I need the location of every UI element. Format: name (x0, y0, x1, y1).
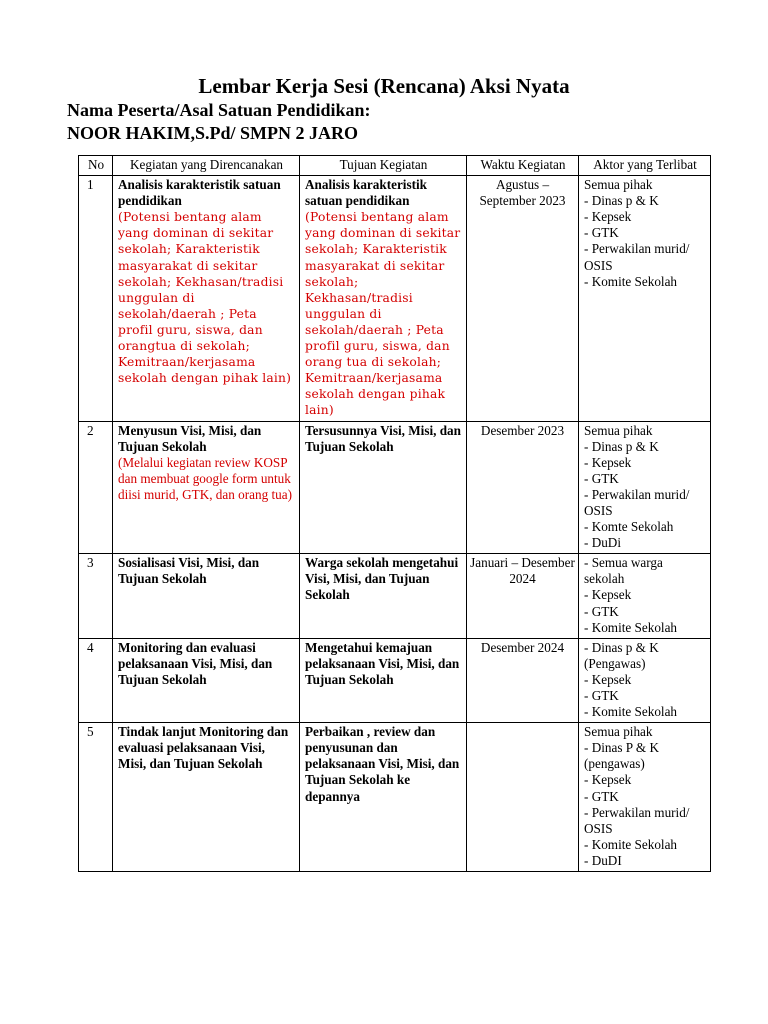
aktor-item: - GTK (584, 225, 619, 241)
aktor-item: - Dinas p & K (Pengawas) (584, 639, 659, 671)
aktor-item: - DuDI (584, 852, 622, 868)
tujuan-text: Warga sekolah mengetahui Visi, Misi, dan Tujuan Sekolah (305, 555, 459, 603)
aktor-item: - Dinas p & K (584, 438, 659, 454)
aktor-item: - Komte Sekolah (584, 519, 674, 535)
tujuan-text: Mengetahui kemajuan pelaksanaan Visi, Misi, dan Tujuan Sekolah (305, 639, 460, 687)
row-number: 3 (79, 554, 113, 638)
aktor-item: - Perwakilan murid/ OSIS (584, 241, 690, 273)
tujuan-cell (300, 638, 467, 722)
participant-name: NOOR HAKIM,S.Pd/ SMPN 2 JARO (67, 123, 359, 143)
kegiatan-cell (113, 421, 300, 554)
waktu-cell: Desember 2023 (467, 421, 579, 554)
header-kegiatan: Kegiatan yang Direncanakan (113, 156, 300, 176)
kegiatan-note: (Potensi bentang alam yang dominan di sekitar sekolah; Karakteristik masyarakat di sekitar sekolah; Kekhasan/tradisi unggulan di sekolah/daerah ; Peta profil guru, siswa, dan orangtua di sekolah; Kemitraan/kerjasama sekolah dengan pihak lain) (118, 210, 292, 386)
kegiatan-note: (Melalui kegiatan review KOSP dan membuat google form untuk diisi murid, GTK, dan orang tua) (118, 454, 292, 502)
header-waktu: Waktu Kegiatan (467, 156, 579, 176)
kegiatan-cell (113, 176, 300, 421)
aktor-item: - Komite Sekolah (584, 836, 678, 852)
table-row (79, 638, 711, 722)
aktor-item: - Kepsek (584, 671, 632, 687)
kegiatan-text: Sosialisasi Visi, Misi, dan Tujuan Sekolah (118, 555, 260, 587)
aktor-item: - GTK (584, 788, 619, 804)
table-row (79, 176, 711, 421)
kegiatan-text: Analisis karakteristik satuan pendidikan (118, 177, 281, 209)
tujuan-cell (300, 554, 467, 638)
aktor-item: - Dinas P & K (pengawas) (584, 740, 659, 772)
row-number: 4 (79, 638, 113, 722)
aktor-item: - GTK (584, 688, 619, 703)
aktor-item: - Kepsek (584, 772, 632, 788)
aktor-item: - GTK (584, 603, 619, 619)
aktor-item: - Semua warga sekolah (584, 555, 663, 587)
aktor-item: - Kepsek (584, 454, 632, 470)
aktor-item: - Kepsek (584, 209, 632, 225)
header-tujuan: Tujuan Kegiatan (300, 156, 467, 176)
table-row (79, 723, 711, 872)
tujuan-note: (Potensi bentang alam yang dominan di sekitar sekolah; Karakteristik masyarakat di sekitar sekolah; Kekhasan/tradisi unggulan di sekolah/daerah ; Peta profil guru, siswa, dan orang tua di sekolah; Kemitraan/kerjasama sekolah dengan pihak lain) (305, 210, 461, 418)
document-title: Lembar Kerja Sesi (Rencana) Aksi Nyata (198, 74, 570, 98)
tujuan-cell (300, 421, 467, 554)
tujuan-text: Perbaikan , review dan penyusunan dan pelaksanaan Visi, Misi, dan Tujuan Sekolah ke depannya (305, 724, 460, 804)
aktor-item: - Perwakilan murid/ OSIS (584, 804, 690, 836)
kegiatan-cell (113, 554, 300, 638)
aktor-item: - Komite Sekolah (584, 704, 678, 720)
tujuan-text: Tersusunnya Visi, Misi, dan Tujuan Sekolah (305, 422, 461, 454)
kegiatan-text: Menyusun Visi, Misi, dan Tujuan Sekolah (118, 422, 262, 454)
table-row (79, 421, 711, 554)
waktu-cell (467, 723, 579, 872)
aktor-cell (579, 421, 711, 554)
kegiatan-cell (113, 638, 300, 722)
header-no: No (79, 156, 113, 176)
aktor-cell (579, 638, 711, 722)
aktor-cell (579, 723, 711, 872)
aktor-item: - Komite Sekolah (584, 619, 678, 635)
action-plan-table (78, 155, 711, 872)
participant-label: Nama Peserta/Asal Satuan Pendidikan: (67, 100, 371, 120)
aktor-item: - Kepsek (584, 587, 632, 603)
aktor-item: - DuDi (584, 535, 621, 551)
aktor-item: - GTK (584, 470, 619, 486)
header-aktor: Aktor yang Terlibat (579, 156, 711, 176)
table-header-row (79, 156, 711, 176)
aktor-item: - Dinas p & K (584, 193, 659, 209)
tujuan-cell (300, 176, 467, 421)
aktor-item: Semua pihak (584, 177, 653, 193)
row-number: 1 (79, 176, 113, 421)
waktu-cell: Agustus – September 2023 (467, 176, 579, 421)
kegiatan-cell (113, 723, 300, 872)
row-number: 5 (79, 723, 113, 872)
tujuan-text: Analisis karakteristik satuan pendidikan (305, 177, 427, 209)
aktor-cell (579, 554, 711, 638)
aktor-item: Semua pihak (584, 724, 653, 740)
table-row (79, 554, 711, 638)
tujuan-cell (300, 723, 467, 872)
aktor-item: Semua pihak (584, 422, 653, 438)
aktor-item: - Perwakilan murid/ OSIS (584, 486, 690, 518)
row-number: 2 (79, 421, 113, 554)
kegiatan-text: Monitoring dan evaluasi pelaksanaan Visi, Misi, dan Tujuan Sekolah (118, 639, 273, 687)
kegiatan-text: Tindak lanjut Monitoring dan evaluasi pelaksanaan Visi, Misi, dan Tujuan Sekolah (118, 724, 289, 772)
aktor-cell (579, 176, 711, 421)
waktu-cell: Januari – Desember 2024 (467, 554, 579, 638)
waktu-cell: Desember 2024 (467, 638, 579, 722)
aktor-item: - Komite Sekolah (584, 273, 678, 289)
